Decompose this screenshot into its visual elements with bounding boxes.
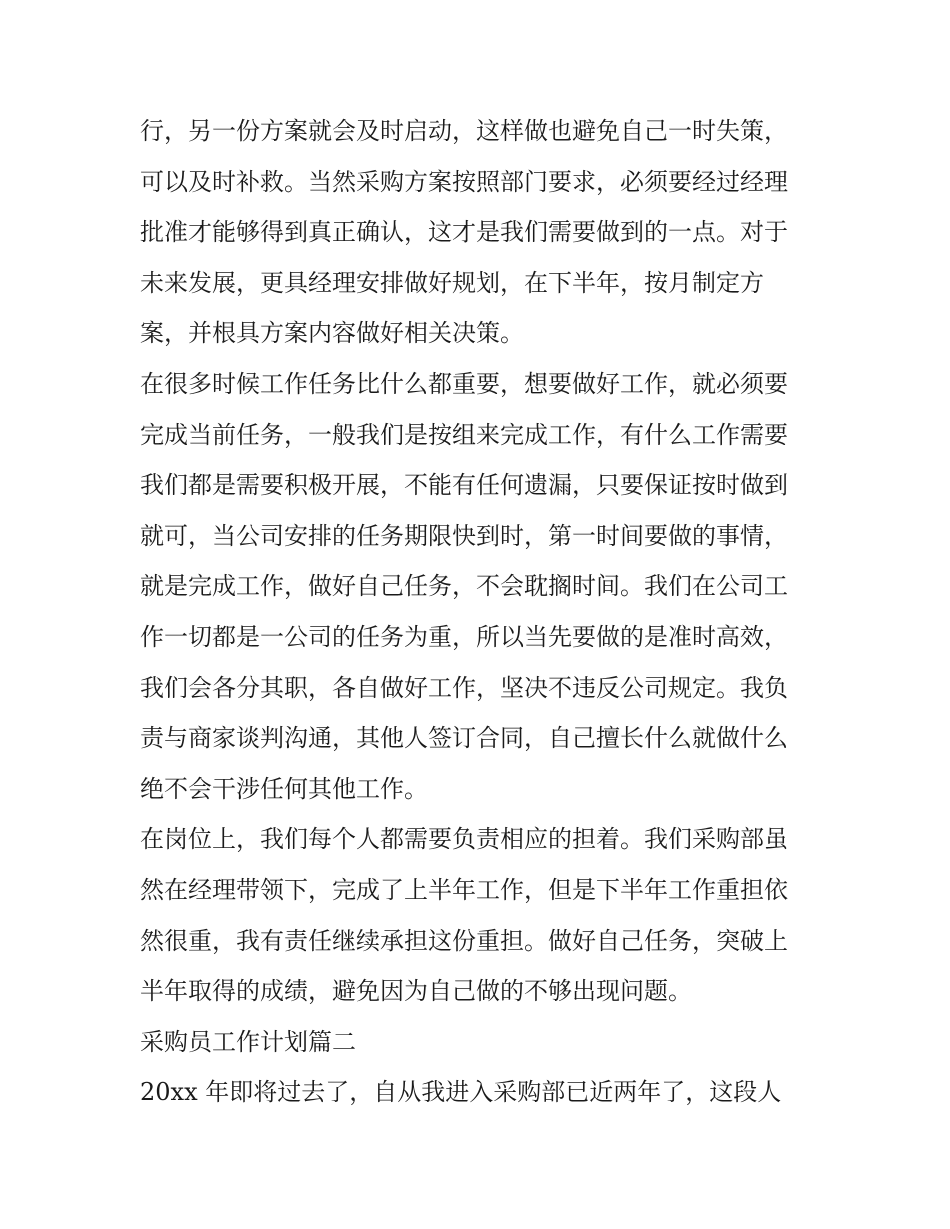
text-line: 行，另一份方案就会及时启动，这样做也避免自己一时失策， (140, 117, 788, 145)
text-line-last: 20xx 年即将过去了，自从我进入采购部已近两年了，这段人 (140, 1078, 782, 1107)
text-line: 我们都是需要积极开展，不能有任何遗漏，只要保证按时做到 (140, 471, 788, 500)
text-line: 在很多时候工作任务比什么都重要，想要做好工作，就必须要 (140, 369, 788, 398)
text-line: 批准才能够得到真正确认，这才是我们需要做到的一点。对于 (140, 218, 788, 247)
document-body (140, 106, 815, 1118)
text-line: 就是完成工作，做好自己任务，不会耽搁时间。我们在公司工 (140, 572, 788, 601)
text-line: 在岗位上，我们每个人都需要负责相应的担着。我们采购部虽 (140, 825, 788, 854)
text-line: 然很重，我有责任继续承担这份重担。做好自己任务，突破上 (140, 926, 788, 955)
text-line: 半年取得的成绩，避免因为自己做的不够出现问题。 (140, 977, 692, 1006)
text-line: 就可，当公司安排的任务期限快到时，第一时间要做的事情， (140, 521, 788, 550)
text-line: 作一切都是一公司的任务为重，所以当先要做的是准时高效， (140, 622, 788, 651)
text-line: 案，并根具方案内容做好相关决策。 (140, 319, 524, 348)
text-line: 完成当前任务，一般我们是按组来完成工作，有什么工作需要 (140, 420, 788, 449)
text-line: 可以及时补救。当然采购方案按照部门要求，必须要经过经理 (140, 167, 788, 196)
text-line: 然在经理带领下，完成了上半年工作，但是下半年工作重担依 (140, 875, 788, 904)
text-line: 未来发展，更具经理安排做好规划，在下半年，按月制定方 (140, 268, 764, 297)
text-line: 我们会各分其职，各自做好工作，坚决不违反公司规定。我负 (140, 673, 788, 702)
text-line: 绝不会干涉任何其他工作。 (140, 774, 428, 803)
section-title: 采购员工作计划篇二 (140, 1027, 356, 1056)
text-line: 责与商家谈判沟通，其他人签订合同，自己擅长什么就做什么 (140, 724, 788, 753)
